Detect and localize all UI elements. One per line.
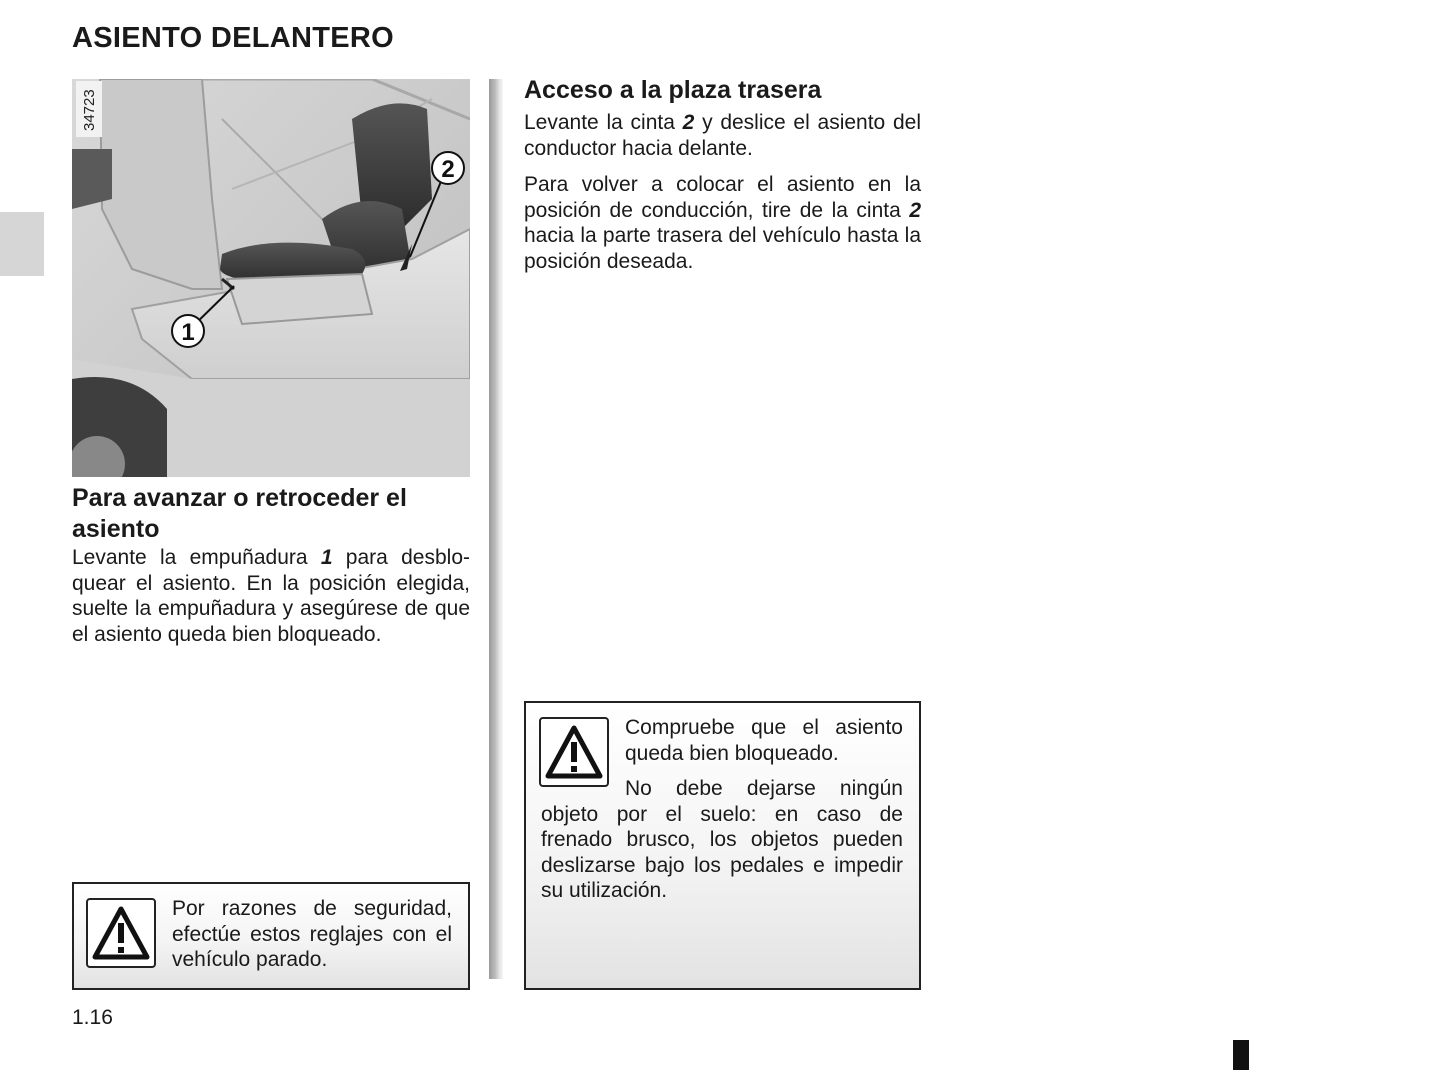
ref-number-2: 2 — [682, 111, 695, 134]
ref-number-2: 2 — [909, 198, 921, 222]
rear-access-text-2: Para volver a colocar el asiento en la posición de conducción, tire de la cinta 2 hacia la parte trasera del vehículo hasta la posición deseada. — [524, 173, 921, 273]
right-section — [524, 75, 921, 274]
column-divider — [489, 79, 503, 979]
warning-triangle-icon — [86, 898, 156, 968]
warning-box-left — [72, 882, 470, 990]
warning-text-right-1: Compruebe que el asiento queda bien bloqueado. — [625, 716, 903, 765]
callout-1: 1 — [181, 319, 195, 346]
warning-triangle-icon — [539, 717, 609, 787]
rear-access-text-1: Levante la cinta 2 y deslice el asiento del conductor hacia delante. — [524, 111, 921, 160]
callout-2: 2 — [441, 156, 455, 183]
warning-text-left: Por razones de seguridad, efectúe estos reglajes con el vehículo parado. — [172, 897, 452, 971]
warning-box-right — [524, 701, 921, 990]
ref-number-1: 1 — [320, 546, 333, 569]
page-number: 1.16 — [72, 1006, 113, 1029]
corner-mark — [1233, 1040, 1249, 1070]
seat-illustration — [72, 79, 470, 477]
section-tab — [0, 212, 44, 276]
page-title: ASIENTO DELANTERO — [72, 22, 394, 54]
section-heading-seat-adjust: Para avanzar o retroceder el asiento — [72, 484, 407, 543]
reference-code: 34723 — [81, 89, 98, 131]
section-heading-rear-access: Acceso a la plaza trasera — [524, 76, 822, 104]
warning-text-right-2: No debe dejarse ningún objeto por el suelo: en caso de frenado brusco, los objetos pueden deslizarse bajo los pedales e impedir su utilización. — [541, 777, 903, 902]
seat-adjust-text: Levante la empuñadura 1 para desbloquear el asiento. En la posición elegida, suelte la empuñadura y asegúrese de que el asiento queda bien bloqueado. — [72, 546, 471, 646]
left-section — [72, 483, 470, 647]
